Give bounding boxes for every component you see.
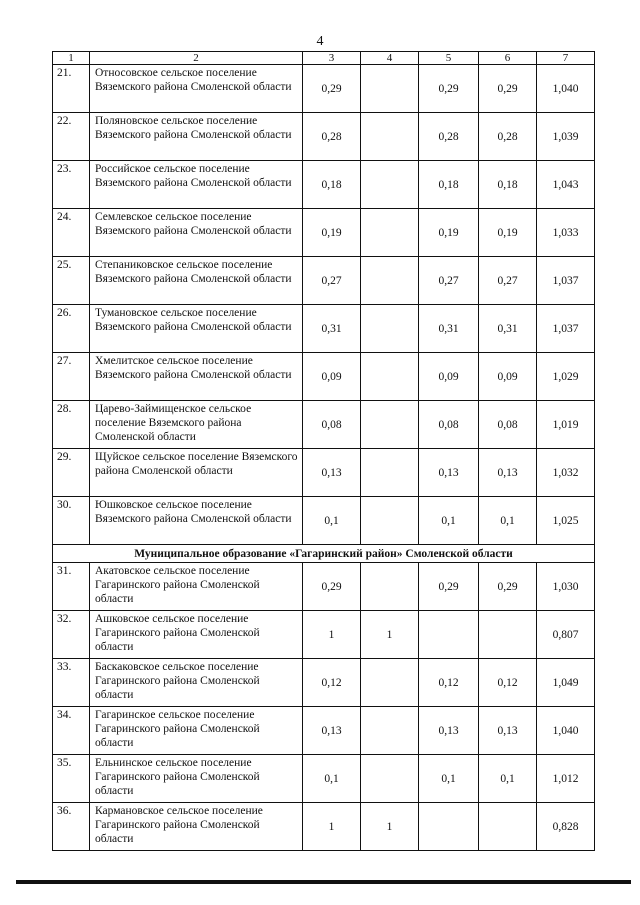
row-number-cell: 25. [53, 257, 90, 305]
settlement-name-cell: Поляновское сельское поселение Вяземского района Смоленской области [90, 113, 303, 161]
column-6-cell: 0,18 [479, 161, 537, 209]
column-6-cell: 0,12 [479, 659, 537, 707]
column-7-cell: 1,040 [537, 707, 595, 755]
column-3-cell: 0,08 [303, 401, 361, 449]
settlement-name-cell: Ашковское сельское поселение Гагаринского района Смоленской области [90, 611, 303, 659]
row-number-cell: 27. [53, 353, 90, 401]
column-3-cell: 0,29 [303, 65, 361, 113]
column-5-cell: 0,29 [419, 65, 479, 113]
table-row [53, 497, 595, 545]
row-number-cell: 29. [53, 449, 90, 497]
settlement-name-cell: Баскаковское сельское поселение Гагаринского района Смоленской области [90, 659, 303, 707]
column-3-cell: 0,31 [303, 305, 361, 353]
row-number-cell: 23. [53, 161, 90, 209]
column-6-cell: 0,28 [479, 113, 537, 161]
column-7-cell: 1,037 [537, 305, 595, 353]
table-row [53, 209, 595, 257]
column-4-cell [361, 353, 419, 401]
settlement-name-cell: Щуйское сельское поселение Вяземского района Смоленской области [90, 449, 303, 497]
column-7-cell: 1,019 [537, 401, 595, 449]
column-3-cell: 0,09 [303, 353, 361, 401]
section-header-row [53, 545, 595, 563]
column-3-cell: 0,12 [303, 659, 361, 707]
column-5-cell: 0,28 [419, 113, 479, 161]
column-header: 4 [361, 52, 419, 65]
column-6-cell: 0,27 [479, 257, 537, 305]
section-title: Муниципальное образование «Гагаринский район» Смоленской области [53, 545, 595, 563]
column-4-cell [361, 563, 419, 611]
column-6-cell: 0,1 [479, 497, 537, 545]
settlement-name-cell: Акатовское сельское поселение Гагаринского района Смоленской области [90, 563, 303, 611]
column-4-cell [361, 161, 419, 209]
table-row [53, 353, 595, 401]
row-number-cell: 35. [53, 755, 90, 803]
column-4-cell [361, 257, 419, 305]
settlement-name-cell: Ельнинское сельское поселение Гагаринского района Смоленской области [90, 755, 303, 803]
column-6-cell: 0,09 [479, 353, 537, 401]
column-header: 1 [53, 52, 90, 65]
column-5-cell: 0,19 [419, 209, 479, 257]
column-header: 7 [537, 52, 595, 65]
row-number-cell: 31. [53, 563, 90, 611]
column-3-cell: 1 [303, 611, 361, 659]
row-number-cell: 36. [53, 803, 90, 851]
column-header: 2 [90, 52, 303, 65]
column-5-cell: 0,1 [419, 755, 479, 803]
column-4-cell [361, 659, 419, 707]
column-5-cell: 0,13 [419, 707, 479, 755]
settlement-name-cell: Семлевское сельское поселение Вяземского района Смоленской области [90, 209, 303, 257]
column-3-cell: 0,29 [303, 563, 361, 611]
settlement-name-cell: Гагаринское сельское поселение Гагаринского района Смоленской области [90, 707, 303, 755]
column-5-cell [419, 611, 479, 659]
settlement-name-cell: Хмелитское сельское поселение Вяземского района Смоленской области [90, 353, 303, 401]
table-row [53, 401, 595, 449]
row-number-cell: 22. [53, 113, 90, 161]
footer-rule [16, 880, 631, 884]
column-5-cell: 0,31 [419, 305, 479, 353]
row-number-cell: 28. [53, 401, 90, 449]
row-number-cell: 21. [53, 65, 90, 113]
row-number-cell: 26. [53, 305, 90, 353]
column-5-cell: 0,18 [419, 161, 479, 209]
table-row [53, 305, 595, 353]
table-row [53, 803, 595, 851]
column-3-cell: 0,27 [303, 257, 361, 305]
row-number-cell: 24. [53, 209, 90, 257]
column-5-cell: 0,09 [419, 353, 479, 401]
column-6-cell: 0,1 [479, 755, 537, 803]
settlement-name-cell: Юшковское сельское поселение Вяземского района Смоленской области [90, 497, 303, 545]
table-row [53, 65, 595, 113]
column-7-cell: 1,012 [537, 755, 595, 803]
column-6-cell: 0,08 [479, 401, 537, 449]
column-4-cell: 1 [361, 611, 419, 659]
column-5-cell: 0,29 [419, 563, 479, 611]
row-number-cell: 32. [53, 611, 90, 659]
column-6-cell: 0,31 [479, 305, 537, 353]
column-4-cell [361, 209, 419, 257]
settlement-name-cell: Российское сельское поселение Вяземского района Смоленской области [90, 161, 303, 209]
table-row [53, 161, 595, 209]
column-6-cell: 0,13 [479, 707, 537, 755]
table-row [53, 755, 595, 803]
column-3-cell: 0,1 [303, 755, 361, 803]
column-header: 6 [479, 52, 537, 65]
column-4-cell [361, 449, 419, 497]
row-number-cell: 33. [53, 659, 90, 707]
settlement-name-cell: Царево-Займищенское сельское поселение Вяземского района Смоленской области [90, 401, 303, 449]
column-6-cell: 0,19 [479, 209, 537, 257]
column-4-cell [361, 755, 419, 803]
column-3-cell: 1 [303, 803, 361, 851]
settlement-name-cell: Тумановское сельское поселение Вяземского района Смоленской области [90, 305, 303, 353]
column-6-cell [479, 611, 537, 659]
table-row [53, 449, 595, 497]
column-7-cell: 1,037 [537, 257, 595, 305]
row-number-cell: 30. [53, 497, 90, 545]
column-7-cell: 1,039 [537, 113, 595, 161]
page-number: 4 [316, 34, 324, 49]
column-4-cell [361, 305, 419, 353]
table-row [53, 113, 595, 161]
column-3-cell: 0,1 [303, 497, 361, 545]
settlement-name-cell: Степаниковское сельское поселение Вяземского района Смоленской области [90, 257, 303, 305]
column-4-cell [361, 65, 419, 113]
column-6-cell: 0,29 [479, 563, 537, 611]
column-7-cell: 1,030 [537, 563, 595, 611]
table-row [53, 563, 595, 611]
column-3-cell: 0,18 [303, 161, 361, 209]
row-number-cell: 34. [53, 707, 90, 755]
column-5-cell [419, 803, 479, 851]
settlement-name-cell: Относовское сельское поселение Вяземского района Смоленской области [90, 65, 303, 113]
column-5-cell: 0,1 [419, 497, 479, 545]
column-3-cell: 0,28 [303, 113, 361, 161]
column-3-cell: 0,19 [303, 209, 361, 257]
table-row [53, 257, 595, 305]
column-7-cell: 1,032 [537, 449, 595, 497]
settlement-name-cell: Кармановское сельское поселение Гагаринского района Смоленской области [90, 803, 303, 851]
column-5-cell: 0,08 [419, 401, 479, 449]
column-7-cell: 1,025 [537, 497, 595, 545]
column-4-cell [361, 113, 419, 161]
column-7-cell: 1,033 [537, 209, 595, 257]
column-7-cell: 1,040 [537, 65, 595, 113]
table-row [53, 659, 595, 707]
column-5-cell: 0,13 [419, 449, 479, 497]
column-header: 3 [303, 52, 361, 65]
column-7-cell: 0,807 [537, 611, 595, 659]
column-6-cell: 0,13 [479, 449, 537, 497]
column-6-cell [479, 803, 537, 851]
column-7-cell: 1,043 [537, 161, 595, 209]
table-row [53, 707, 595, 755]
column-4-cell [361, 707, 419, 755]
column-5-cell: 0,27 [419, 257, 479, 305]
column-number-row [53, 52, 595, 65]
column-7-cell: 0,828 [537, 803, 595, 851]
column-7-cell: 1,029 [537, 353, 595, 401]
column-3-cell: 0,13 [303, 707, 361, 755]
column-4-cell: 1 [361, 803, 419, 851]
column-5-cell: 0,12 [419, 659, 479, 707]
column-4-cell [361, 497, 419, 545]
column-7-cell: 1,049 [537, 659, 595, 707]
column-6-cell: 0,29 [479, 65, 537, 113]
table-row [53, 611, 595, 659]
column-4-cell [361, 401, 419, 449]
column-3-cell: 0,13 [303, 449, 361, 497]
column-header: 5 [419, 52, 479, 65]
settlements-table [52, 51, 595, 851]
